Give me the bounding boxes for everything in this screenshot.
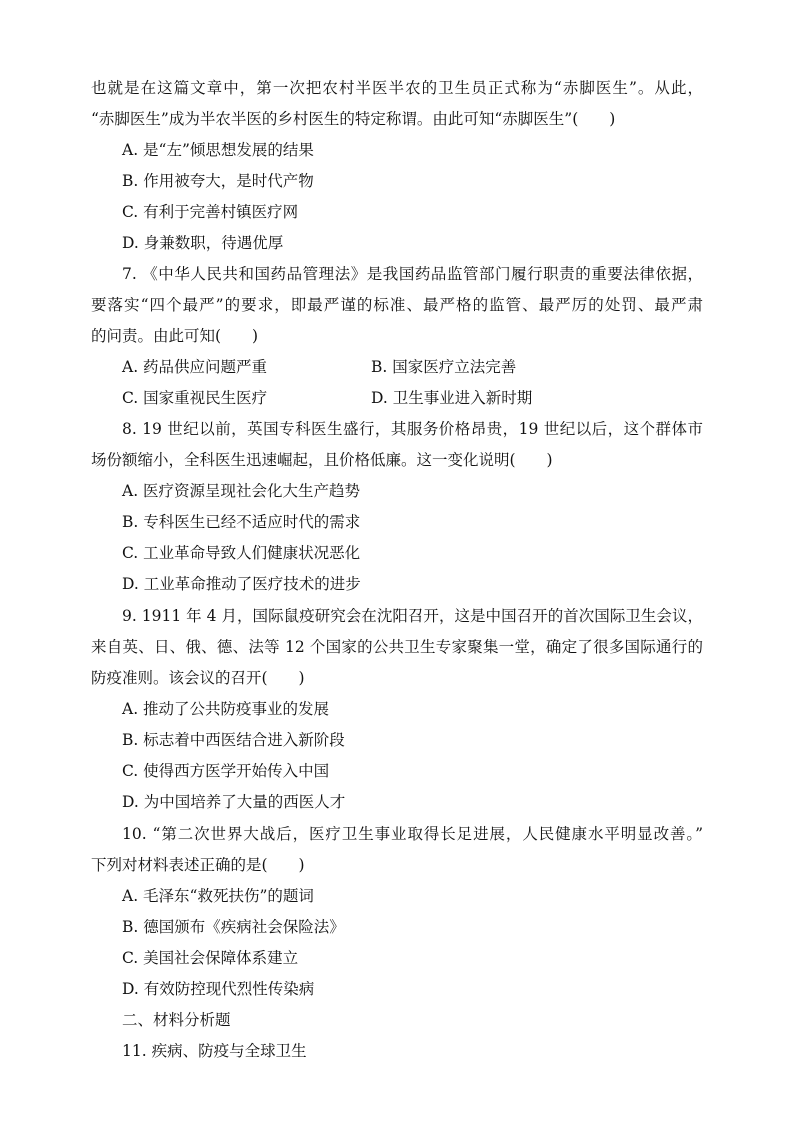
question-7-stem-line-2: 要落实“四个最严”的要求，即最严谨的标准、最严格的监管、最严厉的处罚、最严肃	[91, 296, 703, 314]
question-7-option-c: C. 国家重视民生医疗	[122, 389, 268, 407]
question-9-option-d: D. 为中国培养了大量的西医人才	[122, 793, 346, 811]
question-7-option-a: A. 药品供应问题严重	[122, 358, 268, 376]
section-heading: 二、材料分析题	[122, 1011, 231, 1029]
question-10-stem-line-1: 10. “第二次世界大战后，医疗卫生事业取得长足进展，人民健康水平明显改善。”	[122, 825, 703, 843]
question-6-option-b: B. 作用被夸大，是时代产物	[122, 172, 314, 190]
question-8-option-a: A. 医疗资源呈现社会化大生产趋势	[122, 482, 361, 500]
question-8-stem-line-2: 场份额缩小，全科医生迅速崛起，且价格低廉。这一变化说明( )	[91, 451, 553, 469]
question-9-option-c: C. 使得西方医学开始传入中国	[122, 762, 330, 780]
question-10-option-a: A. 毛泽东“救死扶伤”的题词	[122, 887, 314, 905]
question-9-stem-line-2: 来自英、日、俄、德、法等 12 个国家的公共卫生专家聚集一堂，确定了很多国际通行的	[91, 638, 703, 656]
question-11-title: 11. 疾病、防疫与全球卫生	[122, 1042, 307, 1060]
question-6-option-a: A. 是“左”倾思想发展的结果	[122, 141, 314, 159]
question-9-stem-line-1: 9. 1911 年 4 月，国际鼠疫研究会在沈阳召开，这是中国召开的首次国际卫生会议，	[122, 607, 703, 625]
question-10-option-c: C. 美国社会保障体系建立	[122, 949, 299, 967]
question-10-stem-line-2: 下列对材料表述正确的是( )	[91, 856, 305, 874]
question-7-option-b: B. 国家医疗立法完善	[371, 358, 517, 376]
question-9-option-a: A. 推动了公共防疫事业的发展	[122, 700, 330, 718]
question-9-option-b: B. 标志着中西医结合进入新阶段	[122, 731, 345, 749]
question-8-option-b: B. 专科医生已经不适应时代的需求	[122, 513, 361, 531]
question-8-option-d: D. 工业革命推动了医疗技术的进步	[122, 575, 361, 593]
question-7-stem-line-1: 7. 《中华人民共和国药品管理法》是我国药品监管部门履行职责的重要法律依据，	[122, 265, 703, 283]
question-10-option-b: B. 德国颁布《疾病社会保险法》	[122, 918, 345, 936]
question-6-option-d: D. 身兼数职，待遇优厚	[122, 234, 284, 252]
question-6-option-c: C. 有利于完善村镇医疗网	[122, 203, 299, 221]
question-8-stem-line-1: 8. 19 世纪以前，英国专科医生盛行，其服务价格昂贵，19 世纪以后，这个群体市	[122, 420, 703, 438]
question-7-option-d: D. 卫生事业进入新时期	[371, 389, 533, 407]
question-9-stem-line-3: 防疫准则。该会议的召开( )	[91, 669, 305, 687]
question-6-stem-line-2: “赤脚医生”成为半农半医的乡村医生的特定称谓。由此可知“赤脚医生”( )	[91, 110, 616, 128]
question-10-option-d: D. 有效防控现代烈性传染病	[122, 980, 315, 998]
question-7-stem-line-3: 的问责。由此可知( )	[91, 327, 259, 345]
question-8-option-c: C. 工业革命导致人们健康状况恶化	[122, 544, 361, 562]
question-6-stem-line-1: 也就是在这篇文章中，第一次把农村半医半农的卫生员正式称为“赤脚医生”。从此，	[91, 79, 703, 97]
